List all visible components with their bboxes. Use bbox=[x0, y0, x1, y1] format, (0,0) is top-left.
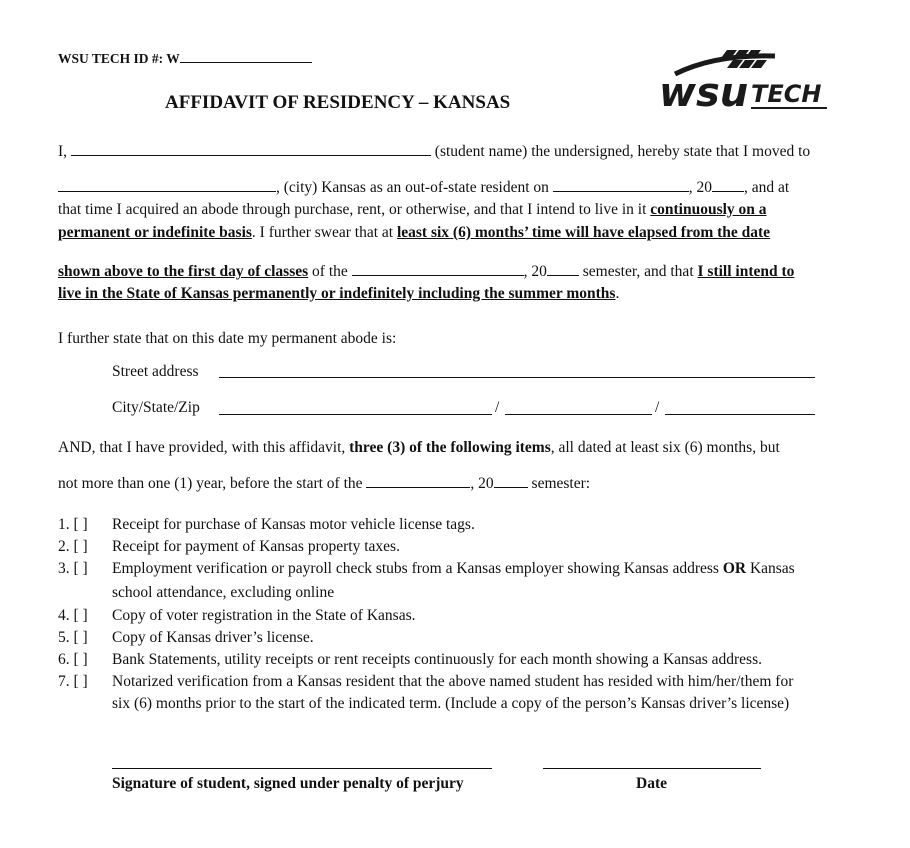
sep-2: / bbox=[655, 399, 660, 416]
intro-line-6: live in the State of Kansas permanently or indefinitely including the summer months. bbox=[58, 285, 620, 302]
item-7-text: Notarized verification from a Kansas resident that the above named student has resided with him/her/them for bbox=[112, 673, 794, 690]
zip-input[interactable] bbox=[665, 414, 815, 415]
items-term-field[interactable] bbox=[366, 473, 470, 488]
street-field[interactable] bbox=[219, 377, 815, 378]
item-3-checkbox[interactable]: 3. [ ] bbox=[58, 560, 88, 577]
sep-1: / bbox=[495, 399, 500, 416]
item-2-checkbox[interactable]: 2. [ ] bbox=[58, 538, 88, 555]
item-2-text: Receipt for payment of Kansas property taxes. bbox=[112, 538, 400, 555]
item-6-checkbox[interactable]: 6. [ ] bbox=[58, 651, 88, 668]
city-input[interactable] bbox=[219, 414, 492, 415]
item-4-text: Copy of voter registration in the State of Kansas. bbox=[112, 607, 416, 624]
item-7-checkbox[interactable]: 7. [ ] bbox=[58, 673, 88, 690]
term-field[interactable] bbox=[352, 261, 524, 276]
date-label: Date bbox=[636, 775, 667, 792]
intro-line-3: that time I acquired an abode through purchase, rent, or otherwise, and that I intend to live in it continuously on a bbox=[58, 201, 767, 218]
svg-text:wsu: wsu bbox=[659, 70, 749, 116]
items-intro-line-1: AND, that I have provided, with this affidavit, three (3) of the following items, all dated at least six (6) months, but bbox=[58, 439, 780, 456]
city-field[interactable] bbox=[58, 177, 276, 192]
item-7-text-cont: six (6) months prior to the start of the indicated term. (Include a copy of the person’s Kansas driver’s license) bbox=[112, 695, 790, 712]
wsu-tech-logo bbox=[655, 44, 835, 124]
item-5-checkbox[interactable]: 5. [ ] bbox=[58, 629, 88, 646]
svg-text:TECH: TECH bbox=[751, 80, 822, 108]
items-year-field[interactable] bbox=[494, 473, 528, 488]
item-3-text: Employment verification or payroll check stubs from a Kansas employer showing Kansas address OR Kansas bbox=[112, 560, 795, 577]
intro-line-4: permanent or indefinite basis. I further swear that at least six (6) months’ time will have elapsed from the date bbox=[58, 224, 771, 241]
state-input[interactable] bbox=[505, 414, 652, 415]
signature-label: Signature of student, signed under penalty of perjury bbox=[112, 775, 464, 792]
wheat-logo-icon bbox=[655, 44, 835, 124]
tech-id-label: WSU TECH ID #: W bbox=[58, 50, 312, 67]
item-5-text: Copy of Kansas driver’s license. bbox=[112, 629, 314, 646]
student-name-field[interactable] bbox=[71, 141, 431, 156]
date-field[interactable] bbox=[543, 768, 761, 769]
move-date-field[interactable] bbox=[553, 177, 689, 192]
page-title: AFFIDAVIT OF RESIDENCY – KANSAS bbox=[165, 92, 511, 113]
intro-line-1: I, (student name) the undersigned, hereby state that I moved to bbox=[58, 143, 811, 160]
term-year-field[interactable] bbox=[547, 261, 579, 276]
abode-statement: I further state that on this date my permanent abode is: bbox=[58, 330, 397, 347]
item-1-checkbox[interactable]: 1. [ ] bbox=[58, 516, 88, 533]
item-1-text: Receipt for purchase of Kansas motor vehicle license tags. bbox=[112, 516, 475, 533]
student-signature-field[interactable] bbox=[112, 768, 492, 769]
item-4-checkbox[interactable]: 4. [ ] bbox=[58, 607, 88, 624]
street-label: Street address bbox=[112, 363, 199, 380]
tech-id-field[interactable] bbox=[180, 50, 312, 63]
item-3-text-cont: school attendance, excluding online bbox=[112, 584, 335, 601]
city-state-zip-label: City/State/Zip bbox=[112, 399, 200, 416]
move-year-field[interactable] bbox=[712, 177, 744, 192]
item-6-text: Bank Statements, utility receipts or rent receipts continuously for each month showing a Kansas address. bbox=[112, 651, 762, 668]
intro-line-2: , (city) Kansas as an out-of-state resident on , 20 , and at bbox=[58, 177, 789, 197]
intro-line-5: shown above to the first day of classes of the , 20 semester, and that I still intend to bbox=[58, 263, 795, 280]
items-intro-line-2: not more than one (1) year, before the start of the , 20 semester: bbox=[58, 475, 591, 492]
